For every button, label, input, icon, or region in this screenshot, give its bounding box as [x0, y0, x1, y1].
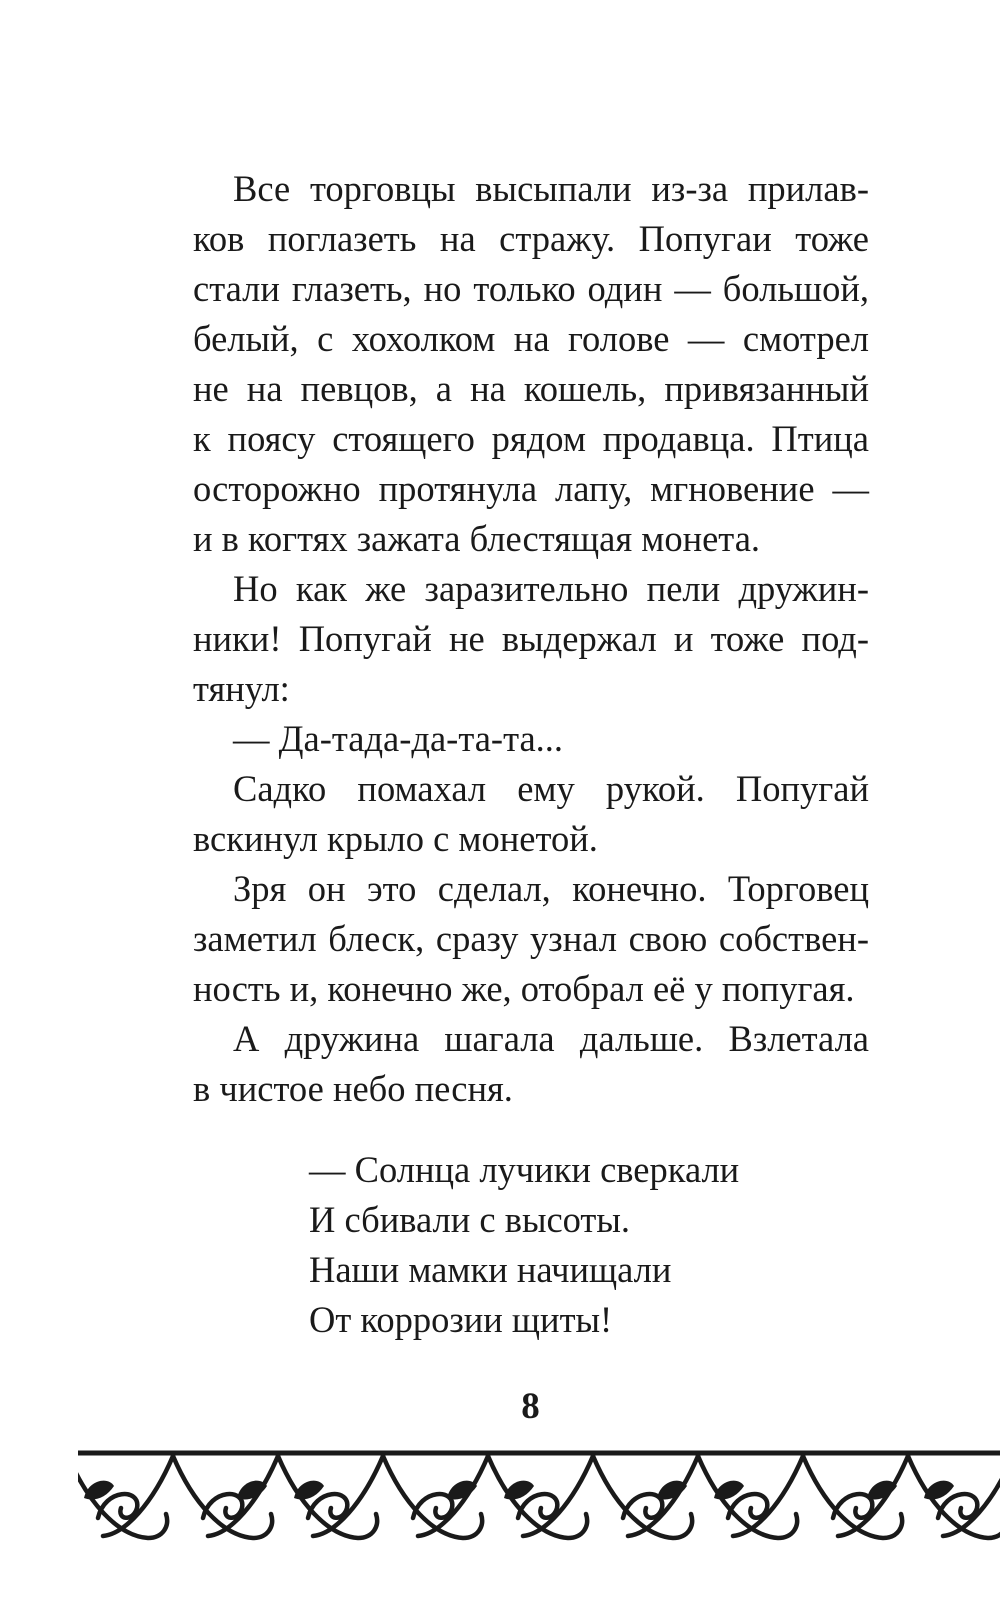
text-line: А дружина шагала дальше. Взлетала	[233, 1018, 869, 1059]
text-line: осторожно протянула лапу, мгновение —	[193, 468, 869, 509]
body-text	[193, 164, 869, 1114]
verse-line: От коррозии щиты!	[309, 1299, 613, 1340]
text-line: заметил блеск, сразу узнал свою собствен-	[193, 918, 869, 959]
verse-stanza	[309, 1145, 869, 1345]
paragraph	[193, 714, 869, 764]
verse-line: И сбивали с высоты.	[309, 1199, 631, 1240]
text-line: ники! Попугай не выдержал и тоже под-	[193, 618, 869, 659]
text-line: Все торговцы высыпали из-за прилав-	[233, 168, 869, 209]
decorative-vine-border-icon	[78, 1448, 1000, 1543]
text-line: и в когтях зажата блестящая монета.	[193, 518, 761, 559]
text-line: тянул:	[193, 668, 290, 709]
text-line: Садко помахал ему рукой. Попугай	[233, 768, 869, 809]
paragraph	[193, 164, 869, 564]
verse-line: Наши мамки начищали	[309, 1249, 672, 1290]
text-line: в чистое небо песня.	[193, 1068, 513, 1109]
text-line: вскинул крыло с монетой.	[193, 818, 598, 859]
text-line: стали глазеть, но только один — большой,	[193, 268, 869, 309]
text-line: ков поглазеть на стражу. Попугаи тоже	[193, 218, 869, 259]
text-line: не на певцов, а на кошель, привязанный	[193, 368, 869, 409]
text-line: Зря он это сделал, конечно. Торговец	[233, 868, 869, 909]
text-line: белый, с хохолком на голове — смотрел	[193, 318, 869, 359]
text-line: — Да-тада-да-та-та...	[233, 718, 564, 759]
paragraph	[193, 764, 869, 864]
page-number: 8	[521, 1386, 540, 1427]
text-line: к поясу стоящего рядом продавца. Птица	[193, 418, 869, 459]
paragraph	[193, 864, 869, 1014]
text-line: Но как же заразительно пели дружин-	[233, 568, 869, 609]
text-line: ность и, конечно же, отобрал её у попугая.	[193, 968, 855, 1009]
paragraph	[193, 564, 869, 714]
verse-line: — Солнца лучики сверкали	[309, 1149, 740, 1190]
paragraph	[193, 1014, 869, 1114]
